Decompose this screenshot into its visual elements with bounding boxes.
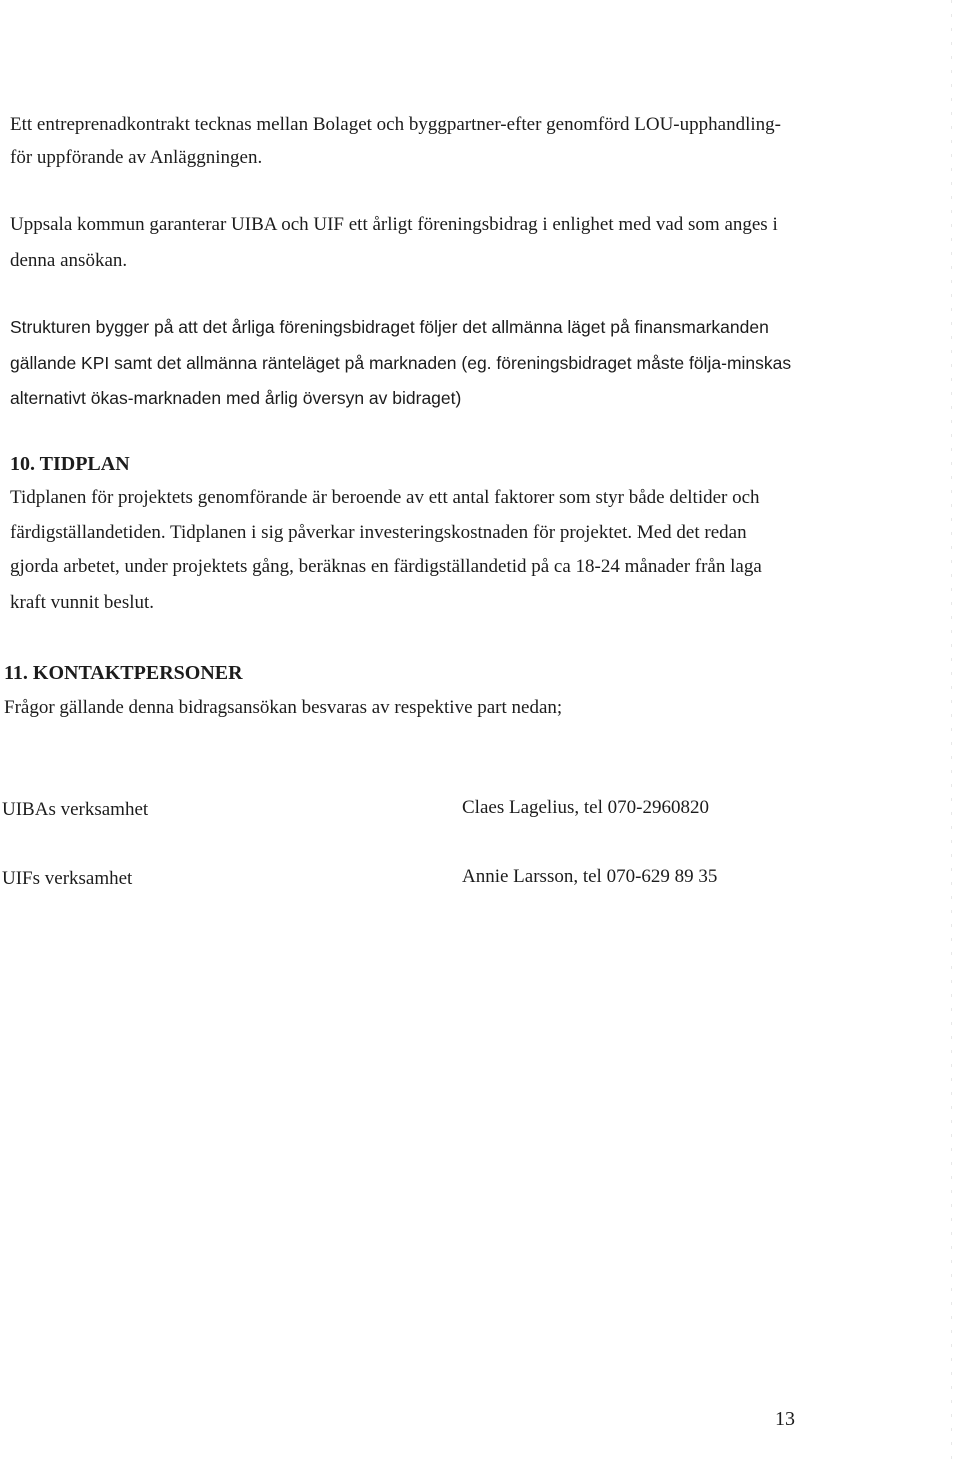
section-11-heading: 11. KONTAKTPERSONER (4, 662, 243, 684)
section-10-line-1: Tidplanen för projektets genomförande är beroende av ett antal faktorer som styr både deltider och (10, 487, 760, 508)
section-10-line-2: färdigställandetiden. Tidplanen i sig påverkar investeringskostnaden för projektet. Med det redan (10, 522, 747, 543)
paragraph-1-line-2: för uppförande av Anläggningen. (10, 147, 263, 168)
section-11-intro: Frågor gällande denna bidragsansökan besvaras av respektive part nedan; (4, 697, 563, 718)
contact-label-uif: UIFs verksamhet (2, 868, 133, 889)
section-10-heading: 10. TIDPLAN (10, 453, 130, 475)
paragraph-2-line-2: denna ansökan. (10, 250, 128, 271)
contact-label-uiba: UIBAs verksamhet (2, 799, 149, 820)
paragraph-3-line-3: alternativt ökas-marknaden med årlig översyn av bidraget) (10, 388, 462, 408)
contact-value-uif: Annie Larsson, tel 070-629 89 35 (462, 866, 718, 887)
scan-edge-artifact (951, 0, 952, 1462)
paragraph-3-line-1: Strukturen bygger på att det årliga föreningsbidraget följer det allmänna läget på finansmarkanden (10, 317, 769, 337)
page-number: 13 (775, 1408, 795, 1430)
section-10-line-3: gjorda arbetet, under projektets gång, beräknas en färdigställandetid på ca 18-24 månader från laga (10, 556, 762, 577)
paragraph-3-line-2: gällande KPI samt det allmänna ränteläget på marknaden (eg. föreningsbidraget måste följa-minskas (10, 353, 792, 373)
paragraph-1-line-1: Ett entreprenadkontrakt tecknas mellan Bolaget och byggpartner-efter genomförd LOU-upphandling- (10, 114, 781, 135)
contact-value-uiba: Claes Lagelius, tel 070-2960820 (462, 797, 709, 818)
paragraph-2-line-1: Uppsala kommun garanterar UIBA och UIF ett årligt föreningsbidrag i enlighet med vad som anges i (10, 214, 778, 235)
section-10-line-4: kraft vunnit beslut. (10, 592, 155, 613)
